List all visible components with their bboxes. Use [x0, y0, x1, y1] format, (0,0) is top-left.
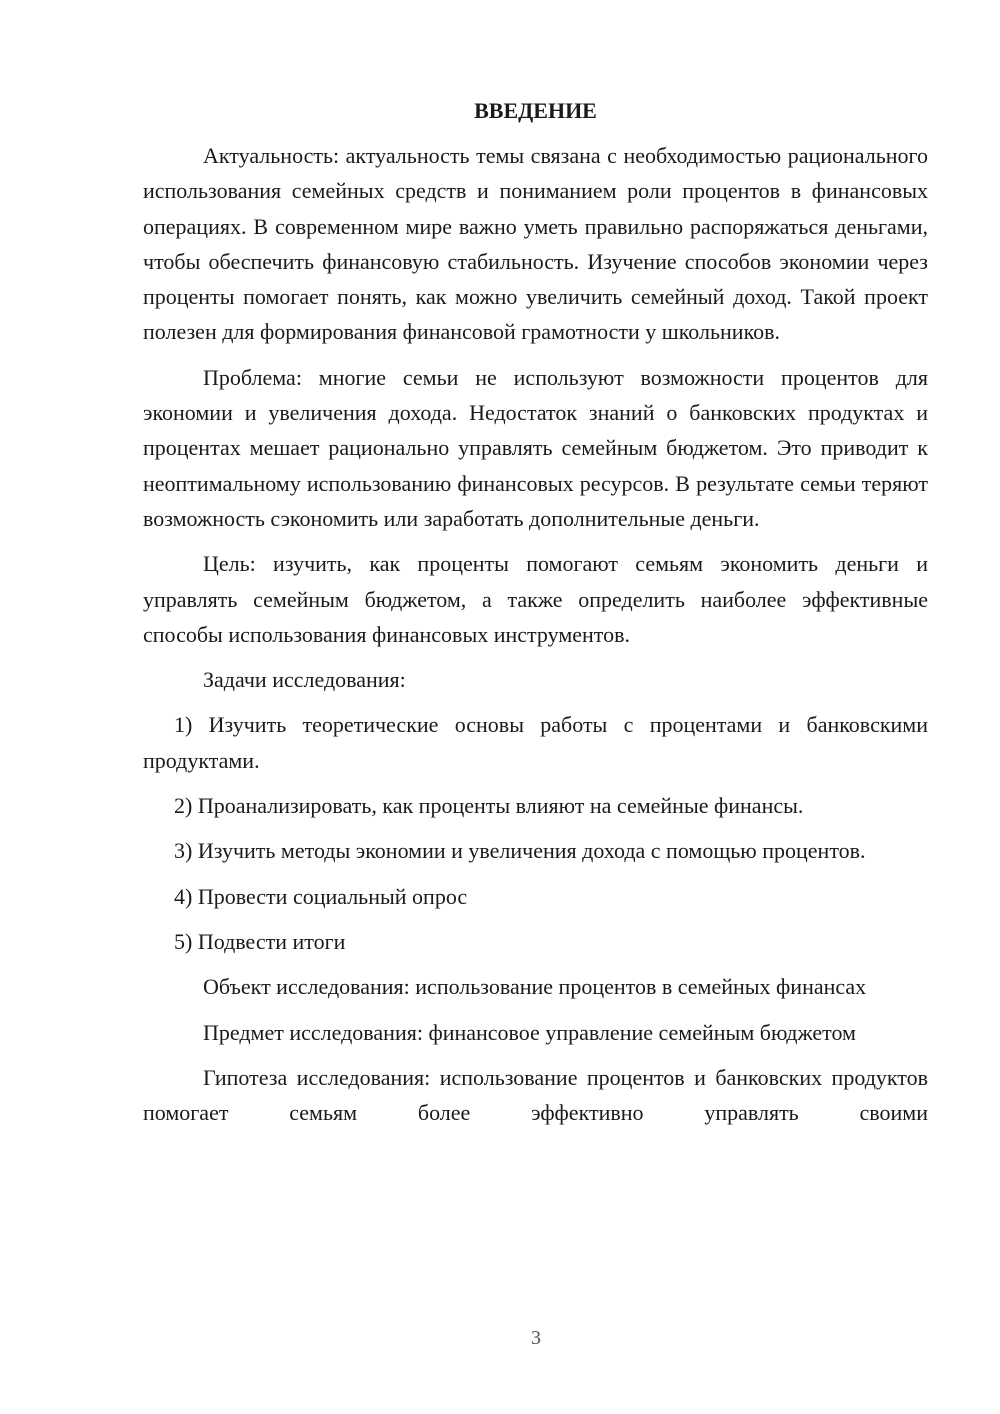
- document-body: [143, 94, 928, 1130]
- paragraph-tasks-heading: Задачи исследования:: [203, 667, 406, 693]
- paragraph-hypothesis: Гипотеза исследования: использование процентов и банковских продуктов помогает семьям более эффективно управлять своими: [143, 1064, 928, 1126]
- task-item: 1) Изучить теоретические основы работы с процентами и банковскими продуктами.: [143, 712, 928, 773]
- task-item: 4) Провести социальный опрос: [174, 883, 468, 909]
- paragraph-problem: Проблема: многие семьи не используют возможности процентов для экономии и увеличения дохода. Недостаток знаний о банковских продуктах и процентах мешает рационально управлять семейным бюджетом. Это приводит к неоптимальному использованию финансовых ресурсов. В результате семьи теряют возможность сэкономить или заработать дополнительные деньги.: [143, 364, 928, 531]
- page-number: 3: [531, 1327, 541, 1349]
- paragraph-subject: Предмет исследования: финансовое управление семейным бюджетом: [203, 1019, 856, 1045]
- section-title: ВВЕДЕНИЕ: [474, 98, 597, 123]
- paragraph-relevance: Актуальность: актуальность темы связана с необходимостью рационального использования семейных средств и пониманием роли процентов в финансовых операциях. В современном мире важно уметь правильно распоряжаться деньгами, чтобы обеспечить финансовую стабильность. Изучение способов экономии через проценты помогает понять, как можно увеличить семейный доход. Такой проект полезен для формирования финансовой грамотности у школьников.: [143, 143, 928, 345]
- task-item: 3) Изучить методы экономии и увеличения дохода с помощью процентов.: [174, 838, 866, 864]
- task-item: 5) Подвести итоги: [174, 928, 346, 954]
- task-item: 2) Проанализировать, как проценты влияют на семейные финансы.: [174, 793, 804, 819]
- paragraph-object: Объект исследования: использование процентов в семейных финансах: [203, 974, 867, 1000]
- paragraph-goal: Цель: изучить, как проценты помогают семьям экономить деньги и управлять семейным бюджетом, а также определить наиболее эффективные способы использования финансовых инструментов.: [143, 551, 928, 647]
